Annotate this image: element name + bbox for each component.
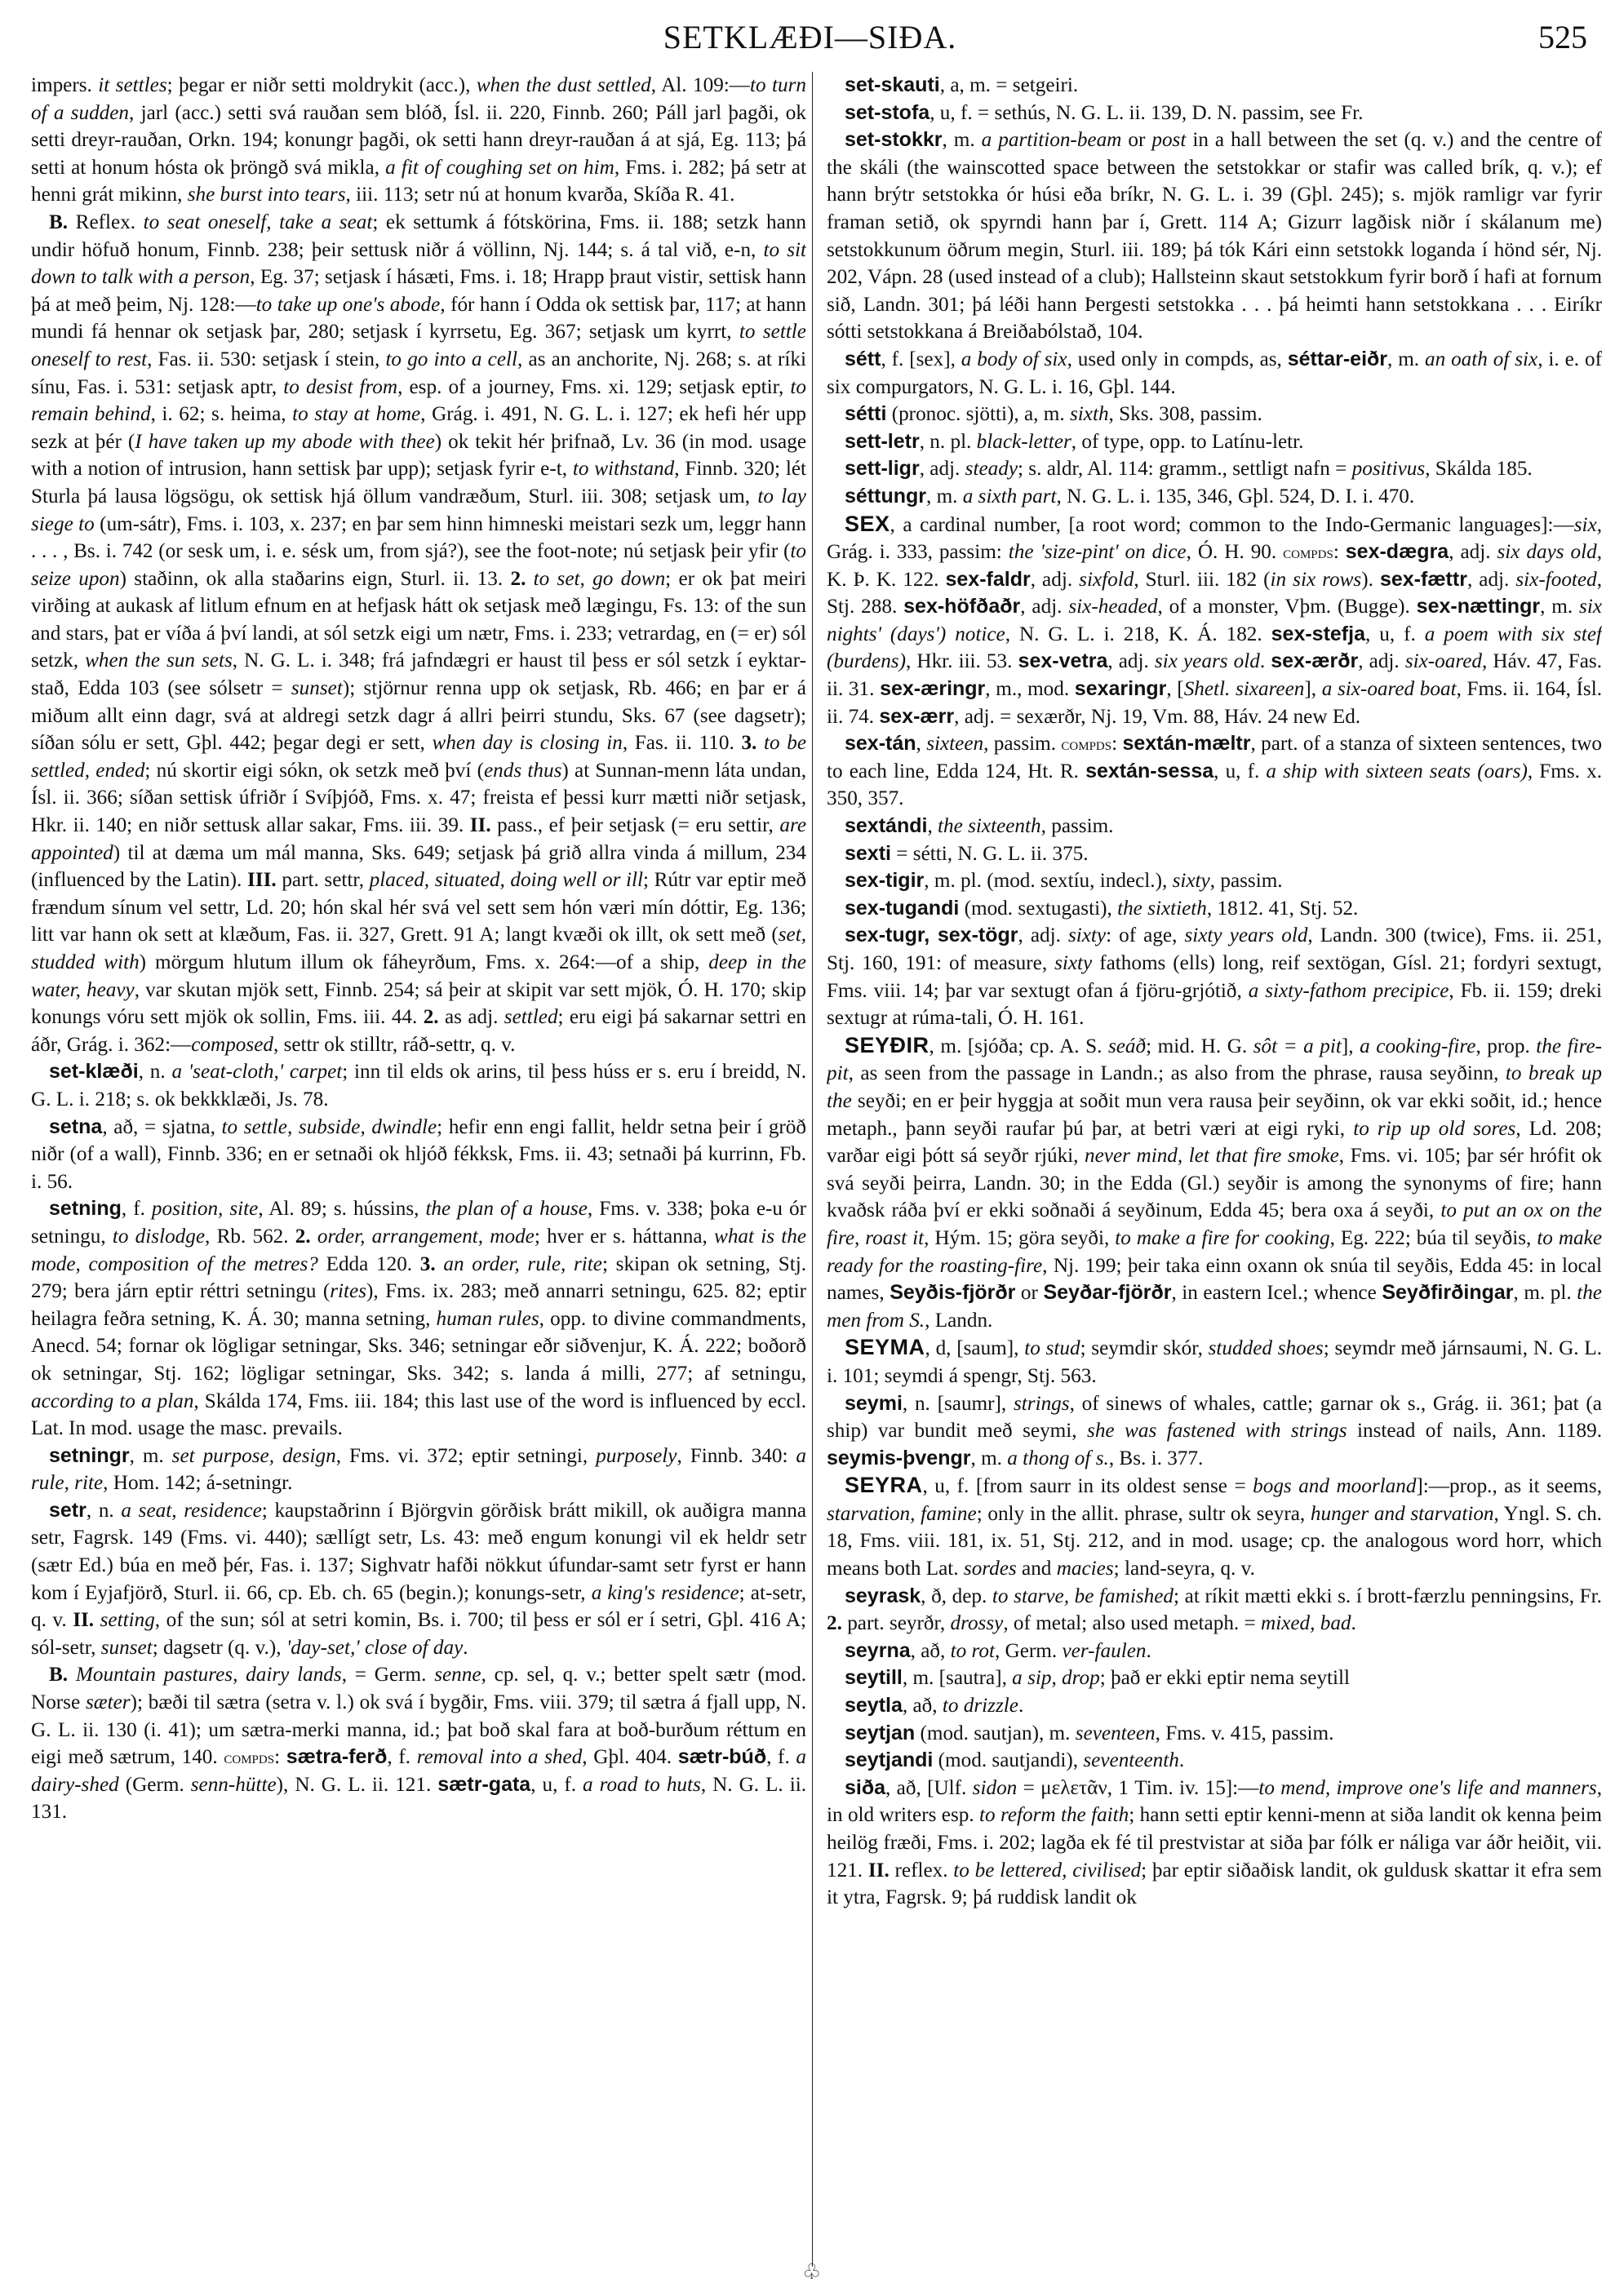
entry-text: (mod. sextugasti), the sixtieth, 1812. 41, Stj. 52. xyxy=(959,897,1359,920)
entry-text: , m. a sixth part, N. G. L. i. 135, 346, Gþl. 524, D. I. i. 470. xyxy=(926,485,1415,508)
entry-text: , f. [sex], a body of six, used only in compds, as, séttar-eiðr, m. an oath of six, i. e. of six compurgators, N. G. L. i. 16, Gþl. 144. xyxy=(827,347,1602,398)
headword: seytill xyxy=(845,1666,903,1690)
entry-text: , u, f. [from saurr in its oldest sense = bogs and moorland]:—prop., as it seems, starvation, famine; only in the allit. phrase, sultr ok seyra, hunger and starvation, Yngl. S. ch. 18, Fms. viii. 181, ix. 51, Stj. 212, and in mod. usage; cp. the analogous word horr, which means both Lat. sordes and macies; land-seyra, q. v. xyxy=(827,1475,1602,1580)
divider-ornament: ♧ xyxy=(802,2260,822,2284)
page-header xyxy=(33,18,1587,62)
entry-text: , sixteen, passim. compds: sextán-mæltr, part. of a stanza of sixteen sentences, two to each line, Edda 124, Ht. R. sextán-sessa, u, f. a ship with sixteen seats (oars), Fms. x. 350, 357. xyxy=(827,732,1602,810)
headword: set-stokkr xyxy=(845,128,943,152)
entry-text: , a cardinal number, [a root word; common to the Indo-Germanic languages]:—six, Grág. i. 333, passim: the 'size-pint' on dice, Ó. H. 90. compds: sex-dægra, adj. six days old, K. Þ. K. 122. sex-faldr, adj. sixfold, Sturl. iii. 182 (in six rows). sex-fættr, adj. six-footed, Stj. 288. sex-höfðaðr, adj. six-headed, of a monster, Vþm. (Bugge). sex-nættingr, m. six nights' (days') notice, N. G. L. i. 218, K. Á. 182. sex-stefja, u, f. a poem with six stef (burdens), Hkr. iii. 53. sex-vetra, adj. six years old. sex-ærðr, adj. six-oared, Háv. 47, Fas. ii. 31. sex-æringr, m., mod. sexaringr, [Shetl. sixareen], a six-oared boat, Fms. ii. 164, Ísl. ii. 74. sex-ærr, adj. = sexærðr, Nj. 19, Vm. 88, Háv. 24 new Ed. xyxy=(827,513,1602,728)
dictionary-entry xyxy=(827,1775,1602,1912)
headword: sextándi xyxy=(845,814,928,838)
headword: sett-letr xyxy=(845,429,920,453)
headword: sexti xyxy=(845,841,891,865)
headword: sétti xyxy=(845,402,887,426)
entry-text: , n. pl. black-letter, of type, opp. to Latínu-letr. xyxy=(919,430,1304,453)
headword: setningr xyxy=(49,1443,130,1467)
entry-text: (mod. sautjandi), seventeenth. xyxy=(933,1749,1185,1772)
entry-paragraph xyxy=(31,1661,806,1826)
headword: sett-ligr xyxy=(845,457,920,481)
right-column xyxy=(827,72,1602,2283)
dictionary-entry xyxy=(31,1058,806,1113)
headword: SEYRA xyxy=(845,1473,923,1498)
dictionary-entry xyxy=(827,1638,1602,1665)
headword: SEYÐIR xyxy=(845,1032,930,1057)
headword: sétt xyxy=(845,347,881,370)
dictionary-entry xyxy=(827,401,1602,428)
entry-text: , m. pl. (mod. sextíu, indecl.), sixty, passim. xyxy=(924,870,1283,893)
dictionary-entry xyxy=(827,72,1602,100)
page-number: 525 xyxy=(1538,19,1587,55)
dictionary-entry xyxy=(827,428,1602,456)
entry-text: , n. a seat, residence; kaupstaðrinn í Björgvin görðisk brátt mikill, ok auðigra manna setr, Fagrsk. 149 (Fms. vi. 440); sællígt setr, Ls. 43: með engum konungi vil ek heldr setr (sætr Ed.) búa en með þér, Fas. i. 137; Sighvatr hafði nökkut úfundar-samt setr fyrst er hann kom í Eyjafjörð, Sturl. ii. 66, cp. Eb. ch. 65 (begin.); konungs-setr, a king's residence; at-setr, q. v. II. setting, of the sun; sól at setri komin, Bs. i. 700; til þess er sól er í setri, Gþl. 416 A; sól-setr, sunset; dagsetr (q. v.), 'day-set,' close of day. xyxy=(31,1499,806,1659)
entry-text: B. Reflex. to seat oneself, take a seat; ek settumk á fótskörina, Fms. ii. 188; setzk hann undir höfuð honum, Finnb. 238; þeir settusk niðr á völlinn, Nj. 144; s. á tal við, e-n, to sit down to talk with a person, Eg. 37; setjask í hásæti, Fms. i. 18; Hrapp þraut vistir, settisk hann þá at með þeim, Nj. 128:—to take up one's abode, fór hann í Odda ok settisk þar, 117; at hann mundi fá hennar ok setjask þar, 280; setjask í kyrrsetu, Eg. 367; setjask um kyrrt, to settle oneself to rest, Fas. ii. 530: setjask í stein, to go into a cell, as an anchorite, Nj. 268; s. at ríki sínu, Fas. i. 531: setjask aptr, to desist from, esp. of a journey, Fms. xi. 129; setjask eptir, to remain behind, i. 62; s. heima, to stay at home, Grág. i. 491, N. G. L. i. 127; ek hefi hér upp sezk at þér (I have taken up my abode with thee) ok tekit hér þrifnað, Lv. 36 (in mod. usage with a notion of intrusion, hann settisk þar upp); setjask fyrir e-t, to withstand, Finnb. 320; lét Sturla þá lausa lögsögu, ok settisk hjá öllum vandræðum, Sturl. iii. 308; setjask um, to lay siege to (um-sátr), Fms. i. 103, x. 237; en þar sem hinn himneski meistari sezk um, leggr hann . . . , Bs. i. 742 (or sesk um, i. e. sésk um, from sjá?), see the foot-note; nú setjask þeir yfir (to seize upon) staðinn, ok alla staðarins eign, Sturl. ii. 13. 2. to set, go down; er ok þat meiri virðing at aukask af litlum efnum en at hefjask hátt ok setjask með lægingu, Fs. 13: of the sun and stars, þat er víða á því landi, at sól setzk eigi um nætr, Fms. i. 233; vetrardag, en (= er) sól setzk, when the sun sets, N. G. L. i. 348; frá jafndægri er haust til þess er sól setzk í eyktar-stað, Edda 103 (see sólsetr = sunset); stjörnur renna upp ok setjask, Rb. 466; en þar er á miðum allt einn dagr, svá at aldregi setzk dagr á allri þeirri stundu, Sks. 67 (see dagsetr); síðan sólu er sett, Gþl. 442; þegar degi er sett, when day is closing in, Fas. ii. 110. 3. to be settled, ended; nú skortir eigi sókn, ok setzk með því (ends thus) at Sunnan-menn láta undan, Ísl. ii. 366; síðan settisk úfriðr í Svíþjóð, Fms. x. 47; freista ef þessi kurr mætti niðr setjask, Hkr. ii. 140; en niðr settusk allar sakar, Fms. iii. 39. II. pass., ef þeir setjask (= eru settir, are appointed) til at dæma um mál manna, Sks. 649; setjask þá grið allra vinda á millum, 234 (influenced by the Latin). III. part. settr, placed, situated, doing well or ill; Rútr var eptir með frændum sínum vel settr, Ld. 20; hón skal hér svá vel sett sem hón væri mín dóttir, Eg. 136; litt var hann ok sett at klæðum, Fas. ii. 327, Grett. 91 A; langt kvæði ok illt, ok sett með (set, studded with) mörgum hlutum illum ok fáheyrðum, Fms. x. 264:—of a ship, deep in the water, heavy, var skutan mjök sett, Finnb. 254; sá þeir at skipit var sett mjök, Ó. H. 170; skip konungs vóru sett mjök ok sollin, Fms. iii. 44. 2. as adj. settled; eru eigi þá sakarnar settri en áðr, Grág. i. 362:—composed, settr ok stilltr, ráð-settr, q. v. xyxy=(31,211,806,1056)
dictionary-entry xyxy=(827,730,1602,813)
entry-text: , að, to rot, Germ. ver-faulen. xyxy=(910,1639,1151,1662)
dictionary-entry xyxy=(827,867,1602,895)
left-column xyxy=(31,72,806,2283)
dictionary-entry xyxy=(827,1720,1602,1748)
entry-text: , að, = sjatna, to settle, subside, dwindle; hefir enn engi fallit, heldr setna þeir í gröð niðr (of a wall), Finnb. 336; en er setnaði ok hljóð fékksk, Fms. ii. 43; setnaði þá kurrinn, Fb. i. 56. xyxy=(31,1115,806,1193)
dictionary-entry xyxy=(31,1114,806,1196)
entry-text: , adj. steady; s. aldr, Al. 114: gramm., settligt nafn = positivus, Skálda 185. xyxy=(919,458,1533,481)
entry-text: , m. [sautra], a sip, drop; það er ekki eptir nema seytill xyxy=(902,1667,1351,1690)
running-title: SETKLÆÐI—SIÐA. xyxy=(663,19,957,55)
dictionary-entry xyxy=(31,1195,806,1442)
dictionary-entry xyxy=(827,511,1602,731)
headword: set-klæði xyxy=(49,1060,139,1084)
entry-text: , m. [sjóða; cp. A. S. seáð; mid. H. G. sôt = a pit], a cooking-fire, prop. the fire-pit, as seen from the passage in Landn.; as also from the phrase, rausa seyðinn, to break up the seyði; en er þeir hyggja at soðit mun vera rausa þeir seyðinn, ok var ekki soðit, id.; hence metaph., þann seyði raufar þú þar, at betri væri at eigi ryki, to rip up old sores, Ld. 208; varðar eigi þótt sá seyðr rjúki, never mind, let that fire smoke, Fms. vi. 105; þar sér hrófit ok svá seyði þeirra, Landn. 30; in the Edda (Gl.) seyðir is among the synonyms of fire; hann kvaðsk ráða því er ekki soðnaði á seyðinum, Edda 45; bera oxa á seyði, to put an ox on the fire, roast it, Hým. 15; göra seyði, to make a fire for cooking, Eg. 222; búa til seyðis, to make ready for the roasting-fire, Nj. 199; þeir taka einn oxann ok snúa til seyðis, Edda 45: in local names, Seyðis-fjörðr or Seyðar-fjörðr, in eastern Icel.; whence Seyðfirðingar, m. pl. the men from S., Landn. xyxy=(827,1035,1602,1332)
headword: seymi xyxy=(845,1391,903,1415)
headword: sex-tugr, sex-tögr xyxy=(845,924,1018,947)
entry-text: , að, [Ulf. sidon = μελετᾶν, 1 Tim. iv. 15]:—to mend, improve one's life and manners, in old writers esp. to reform the faith; hann setti eptir kenni-menn at siða landit ok kenna þeim heilög fræði, Fms. i. 202; lagða ek fé til prestvistar at siða þar fólk er náliga var áðr heiðit, vii. 121. II. reflex. to be lettered, civilised; þar eptir siðaðisk landit, ok guldusk skattar it efra sem it ytra, Fagrsk. 9; þá ruddisk landit ok xyxy=(827,1776,1602,1909)
dictionary-entry xyxy=(827,455,1602,483)
dictionary-entry xyxy=(31,1443,806,1497)
dictionary-entry xyxy=(827,813,1602,840)
entry-text: , a, m. = setgeiri. xyxy=(939,74,1079,96)
headword: seyrask xyxy=(845,1584,921,1607)
dictionary-entry xyxy=(827,1747,1602,1775)
headword: SEX xyxy=(845,511,890,536)
headword: seytjandi xyxy=(845,1749,934,1772)
entry-text: , adj. sixty: of age, sixty years old, Landn. 300 (twice), Fms. ii. 251, Stj. 160, 191: of measure, sixty fathoms (ells) long, reif sextögan, Gísl. 21; fordyri sextugt, Fms. viii. 14; þar var sextugt ofan á fjöru-grjótið, a sixty-fathom precipice, Fb. ii. 159; dreki sextugr at rúma-tali, Ó. H. 161. xyxy=(827,924,1602,1030)
dictionary-entry xyxy=(827,483,1602,511)
entry-text: (mod. sautjan), m. seventeen, Fms. v. 415, passim. xyxy=(915,1722,1334,1744)
dictionary-entry xyxy=(827,1692,1602,1720)
entry-text: , the sixteenth, passim. xyxy=(927,815,1114,838)
headword: seytla xyxy=(845,1694,903,1718)
headword: SEYMA xyxy=(845,1335,925,1360)
headword: séttungr xyxy=(845,484,926,508)
entry-continuation xyxy=(31,72,806,209)
dictionary-entry xyxy=(827,895,1602,923)
entry-paragraph xyxy=(31,209,806,1058)
dictionary-entry xyxy=(827,1472,1602,1582)
entry-text: , d, [saum], to stud; seymdir skór, studded shoes; seymdr með járnsaumi, N. G. L. i. 101; seymdi á spengr, Stj. 563. xyxy=(827,1337,1602,1387)
dictionary-entry xyxy=(827,100,1602,127)
entry-text: , n. a 'seat-cloth,' carpet; inn til elds ok arins, til þess húss er s. eru í breidd, N. G. L. i. 218; s. ok bekkklæði, Js. 78. xyxy=(31,1061,806,1110)
entry-text: , ð, dep. to starve, be famished; at ríkit mætti ekki s. í brott-færzlu penningsins, Fr. 2. part. seyrðr, drossy, of metal; also used metaph. = mixed, bad. xyxy=(827,1585,1602,1635)
entry-text: , að, to drizzle. xyxy=(902,1695,1024,1718)
dictionary-entry xyxy=(827,1390,1602,1473)
column-divider xyxy=(812,72,813,2267)
dictionary-entry xyxy=(827,126,1602,346)
headword: set-skauti xyxy=(845,73,940,96)
headword: setna xyxy=(49,1115,103,1138)
headword: seytjan xyxy=(845,1721,916,1744)
dictionary-entry xyxy=(827,840,1602,868)
headword: siða xyxy=(845,1775,886,1799)
headword: sex-tugandi xyxy=(845,896,960,920)
headword: setning xyxy=(49,1197,122,1221)
dictionary-entry xyxy=(827,1032,1602,1335)
headword: seyrna xyxy=(845,1638,911,1662)
entry-text: B. Mountain pastures, dairy lands, = Germ. senne, cp. sel, q. v.; better spelt sætr (mod. Norse sæter); bæði til sætra (setra v. l.) ok svá í bygðir, Fms. viii. 379; til sætra á fjall upp, N. G. L. ii. 130 (i. 41); um sætra-merki manna, id.; þat boð skal fara at boð-burðum réttum en eigi með sætrum, 140. compds: sætra-ferð, f. removal into a shed, Gþl. 404. sætr-búð, f. a dairy-shed (Germ. senn-hütte), N. G. L. ii. 121. sætr-gata, u, f. a road to huts, N. G. L. ii. 131. xyxy=(31,1664,806,1824)
dictionary-entry xyxy=(827,1664,1602,1692)
dictionary-entry xyxy=(827,346,1602,401)
dictionary-entry xyxy=(827,922,1602,1031)
dictionary-entry xyxy=(827,1583,1602,1638)
dictionary-entry xyxy=(827,1334,1602,1390)
entry-text: impers. it settles; þegar er niðr setti moldrykit (acc.), when the dust settled, Al. 109:—to turn of a sudden, jarl (acc.) setti svá rauðan sem blóð, Ísl. ii. 220, Finnb. 260; Páll jarl þagði, ok setti dreyr-rauðan, Orkn. 194; konungr þagði, ok setti hann dreyr-rauðan á at sjá, Eg. 113; þá setti at honum hósta ok þröngð svá mikla, a fit of coughing set on him, Fms. i. 282; þá setr at henni grát mikinn, she burst into tears, iii. 113; setr nú at honum kvarða, Skíða R. 41. xyxy=(31,74,806,206)
headword: set-stofa xyxy=(845,100,930,124)
entry-text: , n. [saumr], strings, of sinews of whales, cattle; garnar ok s., Grág. ii. 361; þat (a ship) var bundit með seymi, she was fastened with strings instead of nails, Ann. 1189. seymis-þvengr, m. a thong of s., Bs. i. 377. xyxy=(827,1392,1602,1469)
headword: sex-tán xyxy=(845,732,916,756)
entry-text: = sétti, N. G. L. ii. 375. xyxy=(890,842,1089,865)
entry-text: , u, f. = sethús, N. G. L. ii. 139, D. N. passim, see Fr. xyxy=(930,101,1364,124)
entry-text: , m. set purpose, design, Fms. vi. 372; eptir setningi, purposely, Finnb. 340: a rule, rite, Hom. 142; á-setningr. xyxy=(31,1444,806,1495)
headword: sex-tigir xyxy=(845,869,925,893)
dictionary-entry xyxy=(31,1497,806,1662)
headword: setr xyxy=(49,1498,87,1522)
entry-text: , m. a partition-beam or post in a hall between the set (q. v.) and the centre of the skáli (the wainscotted space between the setstokkar or stafir was called brík, q. v.); ef hann brýtr setstokka ór húsi eða bríkr, N. G. L. i. 39 (Gþl. 245); s. mjök ramligr var fyrir framan setið, ok spyrndi hann þar í, Grett. 114 A; Gizurr lagðisk niðr í skálanum me) setstokkunum öðrum megin, Sturl. iii. 189; þá tók Kári einn setstokk loganda í hönd sér, Nj. 202, Vápn. 28 (used instead of a club); Hallsteinn skaut setstokkum fyrir borð í hafi at fornum sið, Landn. 301; þá léði hann Þergesti setstokka . . . þá heimti hann setstokkana . . . Eiríkr sótti setstokkana á Breiðabólstað, 104. xyxy=(827,129,1602,344)
entry-text: , f. position, site, Al. 89; s. hússins, the plan of a house, Fms. v. 338; þoka e-u ór setningu, to dislodge, Rb. 562. 2. order, arrangement, mode; hver er s. háttanna, what is the mode, composition of the metres? Edda 120. 3. an order, rule, rite; skipan ok setning, Stj. 279; bera járn eptir réttri setningu (rites), Fms. ix. 283; með annarri setningu, 625. 82; eptir heilagra feðra setning, K. Á. 30; manna setning, human rules, opp. to divine commandments, Anecd. 54; fornar ok lögligar setningar, Sks. 346; setningar eðr siðvenjur, K. Á. 222; boðorð ok setningar, Stj. 162; lögligar setningar, Sks. 342; s. landa á milli, 277; af setningu, according to a plan, Skálda 174, Fms. iii. 184; this last use of the word is influenced by eccl. Lat. In mod. usage the masc. prevails. xyxy=(31,1198,806,1440)
entry-text: (pronoc. sjötti), a, m. sixth, Sks. 308, passim. xyxy=(886,403,1262,426)
